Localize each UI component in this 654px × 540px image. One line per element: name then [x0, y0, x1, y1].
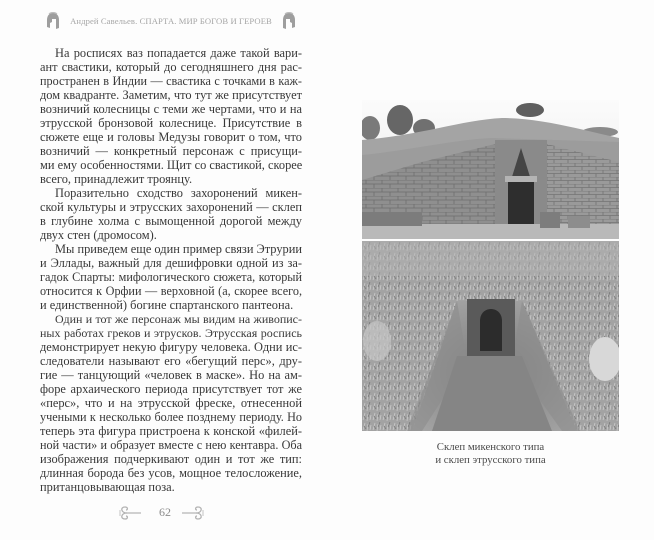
text-line: гие — танцующий «человек в маске». Но на ам-	[40, 368, 302, 382]
swirl-ornament-icon	[180, 504, 206, 522]
text-line: пространен в Индии — свастика с точками в каж-	[40, 74, 302, 88]
body-text	[40, 46, 302, 494]
mycenaean-tomb-photo	[362, 100, 619, 239]
text-line: дом квадранте. Заметим, что тут же присутствует	[40, 88, 302, 102]
text-line: следователи называют его «бегущий перс», дру-	[40, 354, 302, 368]
text-line: возничий колесницы с теми же чертами, что и на	[40, 102, 302, 116]
right-page	[330, 0, 654, 540]
figure-caption	[362, 441, 619, 467]
text-line: На росписях ваз попадается даже такой вари-	[55, 46, 302, 60]
etruscan-tomb-photo	[362, 241, 619, 431]
folio	[0, 502, 330, 524]
text-line: относится к Орфии — верховной (а, скорее всего,	[40, 284, 302, 298]
text-line: длинная борода без усов, мощное телосложение,	[40, 466, 302, 480]
running-head	[40, 12, 302, 32]
caption-line: и склеп этрусского типа	[435, 454, 546, 466]
text-line: ской культуры и этрусских захоронений — склеп	[40, 200, 302, 214]
text-line: демонстрирует некую фигуру человека. Одни ис-	[40, 340, 302, 354]
text-line: ми ему особенностями. Щит со свастикой, скорее	[40, 158, 303, 172]
text-line: изображения подчеркивают один и тот же тип:	[40, 452, 302, 466]
text-line: Мы приведем еще один пример связи Этрурии	[55, 242, 302, 256]
text-line: гадок Спарты: мифологического сюжета, который	[40, 270, 302, 284]
text-line: сюжете еще и головы Медузы говорит о том, что	[40, 130, 302, 144]
text-line: теперь эта фигура пристроена к конской «филей-	[40, 424, 302, 438]
text-line: пританцовывающая поза.	[40, 480, 175, 494]
text-line: ных работах греков и этрусков. Этрусская роспись	[40, 326, 302, 340]
text-line: этрусской бронзовой колеснице. Присутствие в	[40, 116, 302, 130]
text-line: и единственной) богине спартанского пантеона.	[40, 298, 294, 312]
text-line: Один и тот же персонаж мы видим на живопис-	[55, 312, 302, 326]
text-line: ант свастики, который до сегодняшнего дня рас-	[40, 60, 302, 74]
text-line: ной части» и образует вместе с нею кентавра. Оба	[40, 438, 302, 452]
spartan-helmet-icon	[282, 12, 296, 30]
text-line: Поразительно сходство захоронений микен-	[55, 186, 302, 200]
page-number: 62	[159, 505, 171, 519]
text-line: возничий — конкретный персонаж с присущи-	[40, 144, 302, 158]
spartan-helmet-icon	[46, 12, 60, 30]
text-line: двух стен (дромосом).	[40, 228, 157, 242]
text-line: всего, принадлежит троянцу.	[40, 172, 193, 186]
text-line: «перс», что и на этрусской фреске, отнесенной	[40, 396, 302, 410]
text-line: форе архаического периода присутствует тот же	[40, 382, 302, 396]
caption-line: Склеп микенского типа	[436, 441, 545, 453]
swirl-ornament-icon	[117, 504, 143, 522]
running-head-text: Андрей Савельев. СПАРТА. МИР БОГОВ И ГЕРОЕВ	[70, 16, 272, 26]
text-line: в глубине холма с вымощенной дорогой между	[40, 214, 302, 228]
text-line: учеными к несколько более позднему периоду. Но	[40, 410, 302, 424]
text-line: и Эллады, важный для дешифровки одной из за-	[40, 256, 302, 270]
